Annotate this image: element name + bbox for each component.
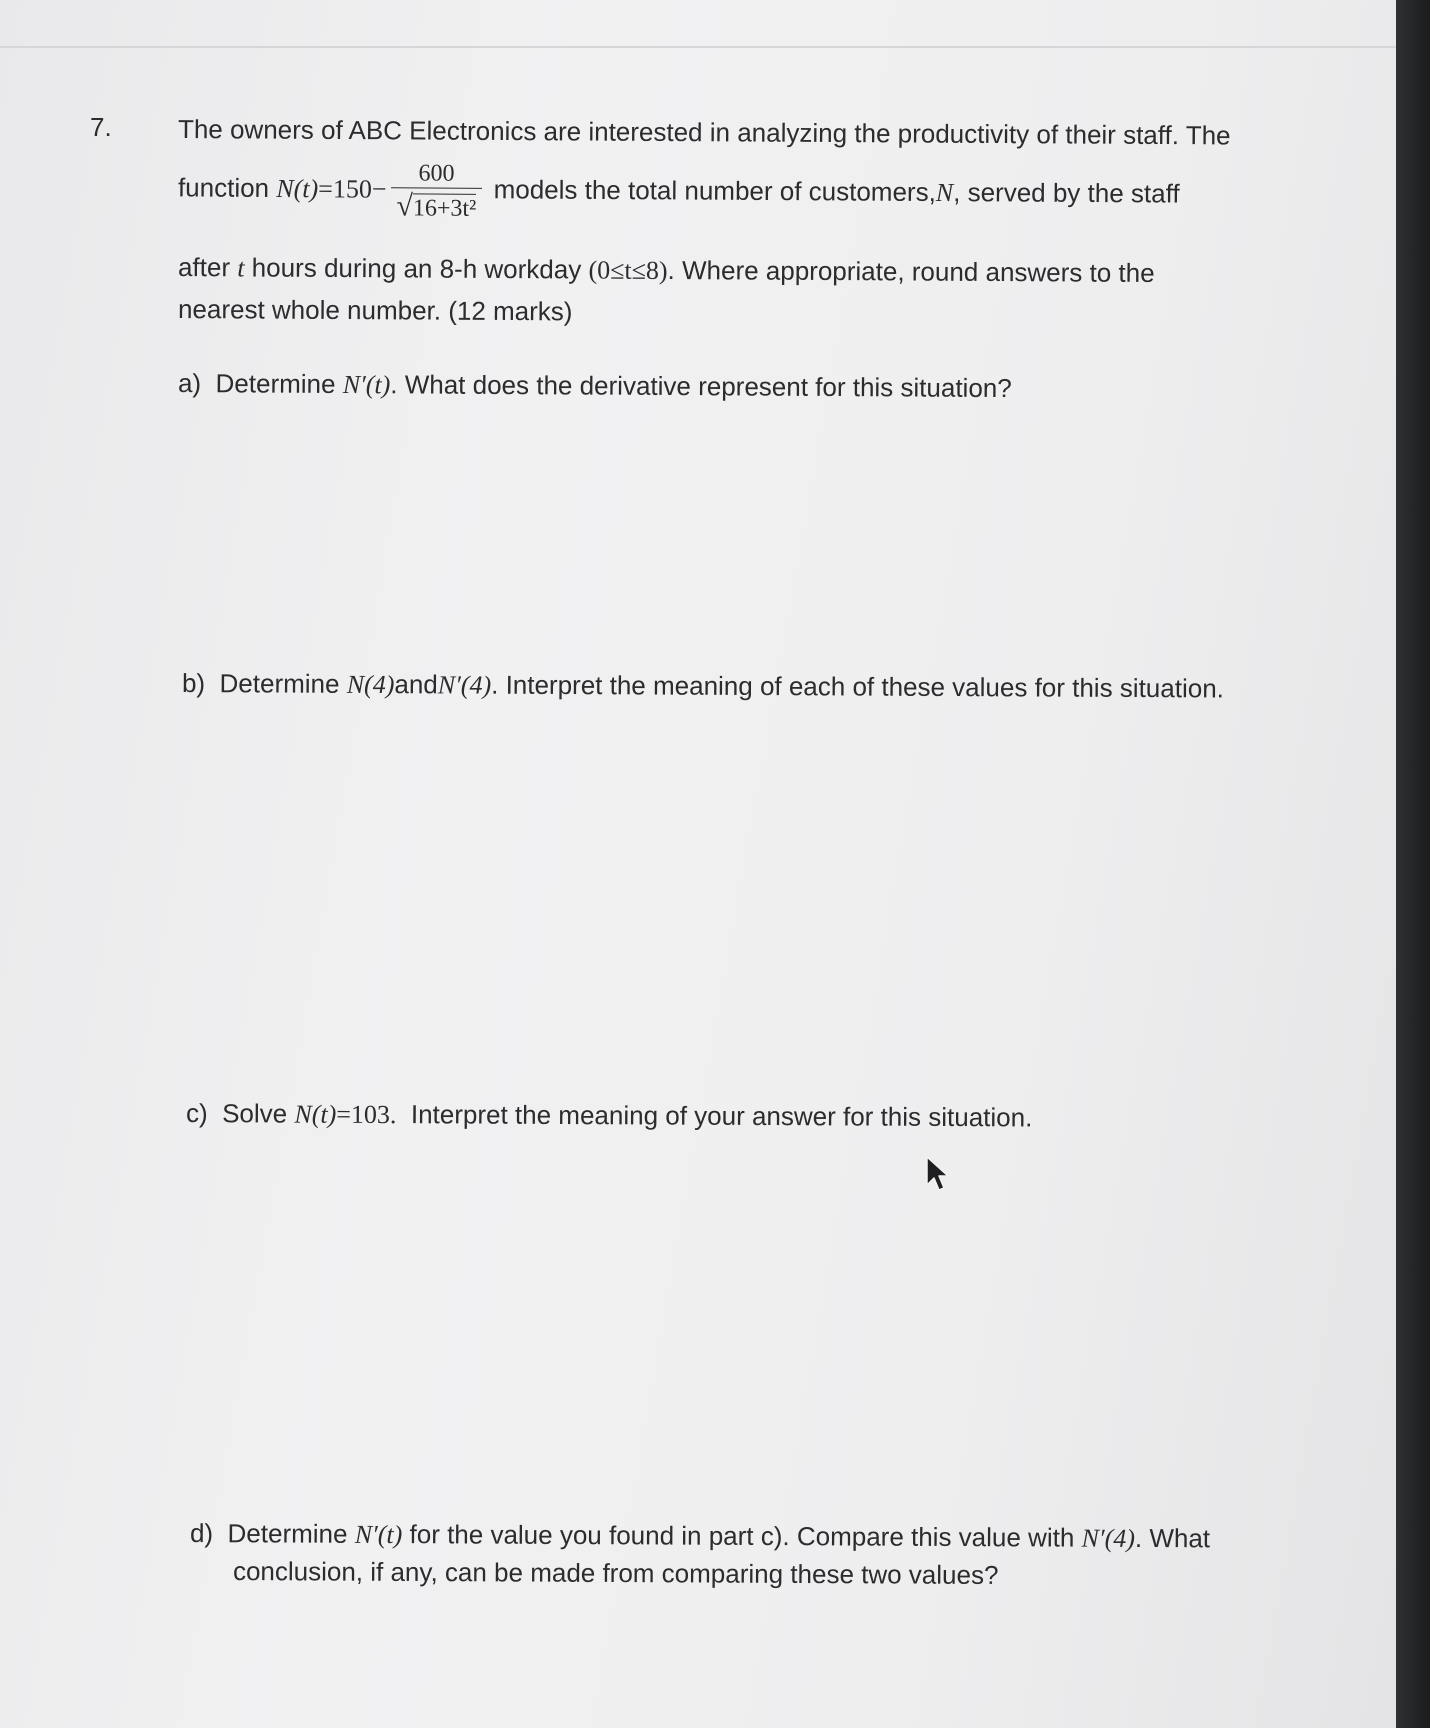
part-c-math: N(t)	[294, 1099, 337, 1129]
dark-background-edge	[1396, 0, 1430, 1728]
page-top-divider	[0, 46, 1396, 48]
part-d-line2: conclusion, if any, can be made from comparing these two values?	[232, 1556, 999, 1591]
question-line3: after t hours during an 8-h workday (0≤t≤8). Where appropriate, round answers to the	[177, 252, 1155, 288]
part-b-math1: N(4)	[346, 669, 395, 700]
part-d-label: d)	[189, 1518, 214, 1549]
part-d-math1: N′(t)	[354, 1519, 403, 1550]
question-number: 7.	[90, 112, 112, 142]
part-b: b) Determine N(4)andN′(4). Interpret the meaning of each of these values for this situation.	[181, 668, 1225, 704]
part-d-math2: N′(4)	[1081, 1523, 1136, 1553]
var-t: t	[237, 253, 245, 283]
question-intro-line1: The owners of ABC Electronics are interested in analyzing the productivity of their staff. The	[177, 114, 1231, 151]
question-function-line	[178, 158, 1180, 227]
part-d-line1: d) Determine N′(t) for the value you found in part c). Compare this value with N′(4). What	[189, 1518, 1211, 1554]
part-c: c) Solve N(t)=103. Interpret the meaning of your answer for this situation.	[185, 1098, 1033, 1133]
served-by-text: , served by the staff	[953, 177, 1180, 209]
part-a-label: a)	[177, 368, 202, 399]
function-fraction	[390, 159, 482, 223]
part-b-math2: N′(4)	[437, 670, 492, 700]
function-word: function	[177, 172, 270, 203]
part-c-label: c)	[185, 1098, 208, 1129]
fraction-numerator: 600	[418, 160, 455, 187]
mouse-pointer-icon	[925, 1155, 951, 1195]
fraction-denominator: √16+3t²	[390, 187, 482, 223]
var-n: N	[935, 178, 954, 208]
part-b-label: b)	[181, 668, 206, 699]
function-lhs: N(t)	[276, 173, 319, 204]
part-a: a) Determine N′(t). What does the derivative represent for this situation?	[177, 368, 1012, 404]
function-equals: =150−	[318, 174, 387, 204]
part-a-math: N′(t)	[342, 370, 391, 400]
square-root-icon: √	[396, 189, 414, 223]
domain-interval: (0≤t≤8)	[588, 255, 668, 285]
after-formula-text: models the total number of customers,	[493, 174, 936, 208]
question-line4: nearest whole number. (12 marks)	[177, 294, 573, 327]
